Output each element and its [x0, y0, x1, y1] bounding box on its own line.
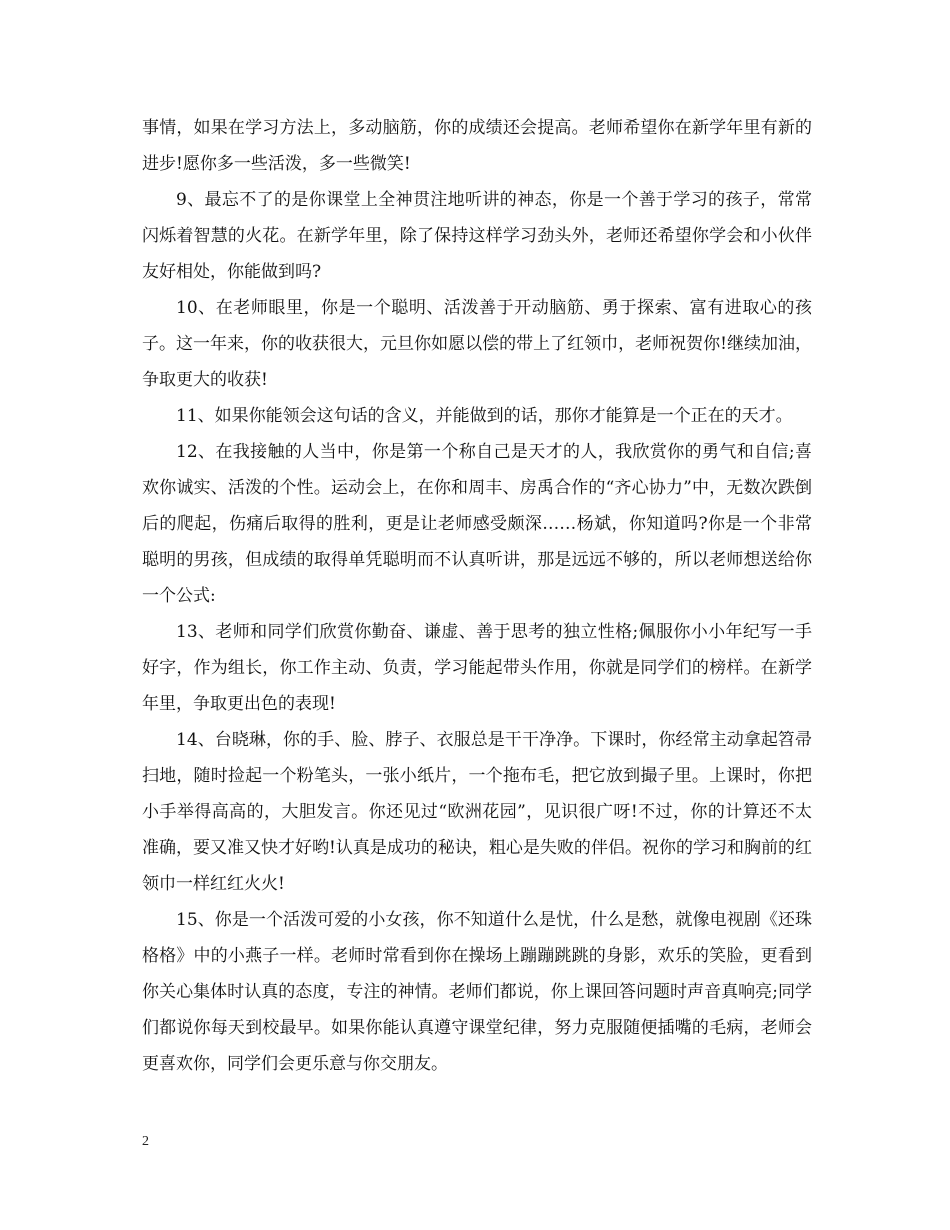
paragraph-13: 13、老师和同学们欣赏你勤奋、谦虚、善于思考的独立性格;佩服你小小年纪写一手好字，作为组长，你工作主动、负责，学习能起带头作用，你就是同学们的榜样。在新学年里，争取更出色的表现!: [142, 622, 812, 714]
page-number: 2: [142, 1134, 149, 1149]
document-body: [142, 110, 812, 1082]
paragraph-12: 12、在我接触的人当中，你是第一个称自己是天才的人，我欣赏你的勇气和自信;喜欢你诚实、活泼的个性。运动会上，在你和周丰、房禹合作的“齐心协力”中，无数次跌倒后的爬起，伤痛后取得的胜利，更是让老师感受颇深……杨斌，你知道吗?你是一个非常聪明的男孩，但成绩的取得单凭聪明而不认真听讲，那是远远不够的，所以老师想送给你一个公式:: [142, 442, 812, 606]
paragraph-15: 15、你是一个活泼可爱的小女孩，你不知道什么是忧，什么是愁，就像电视剧《还珠格格》中的小燕子一样。老师时常看到你在操场上蹦蹦跳跳的身影，欢乐的笑脸，更看到你关心集体时认真的态度，专注的神情。老师们都说，你上课回答问题时声音真响亮;同学们都说你每天到校最早。如果你能认真遵守课堂纪律，努力克服随便插嘴的毛病，老师会更喜欢你，同学们会更乐意与你交朋友。: [142, 910, 812, 1074]
paragraph-14: 14、台晓琳，你的手、脸、脖子、衣服总是干干净净。下课时，你经常主动拿起笤帚扫地，随时捡起一个粉笔头，一张小纸片，一个拖布毛，把它放到撮子里。上课时，你把小手举得高高的，大胆发言。你还见过“欧洲花园”，见识很广呀!不过，你的计算还不太准确，要又准又快才好哟!认真是成功的秘诀，粗心是失败的伴侣。祝你的学习和胸前的红领巾一样红红火火!: [142, 730, 812, 894]
paragraph-9: 9、最忘不了的是你课堂上全神贯注地听讲的神态，你是一个善于学习的孩子，常常闪烁着智慧的火花。在新学年里，除了保持这样学习劲头外，老师还希望你学会和小伙伴友好相处，你能做到吗?: [142, 190, 812, 282]
paragraph-11: 11、如果你能领会这句话的含义，并能做到的话，那你才能算是一个正在的天才。: [176, 406, 793, 426]
paragraph-10: 10、在老师眼里，你是一个聪明、活泼善于开动脑筋、勇于探索、富有进取心的孩子。这一年来，你的收获很大，元旦你如愿以偿的带上了红领巾，老师祝贺你!继续加油，争取更大的收获!: [142, 298, 812, 390]
paragraph-8-continued: 事情，如果在学习方法上，多动脑筋，你的成绩还会提高。老师希望你在新学年里有新的进步!愿你多一些活泼，多一些微笑!: [142, 118, 812, 174]
